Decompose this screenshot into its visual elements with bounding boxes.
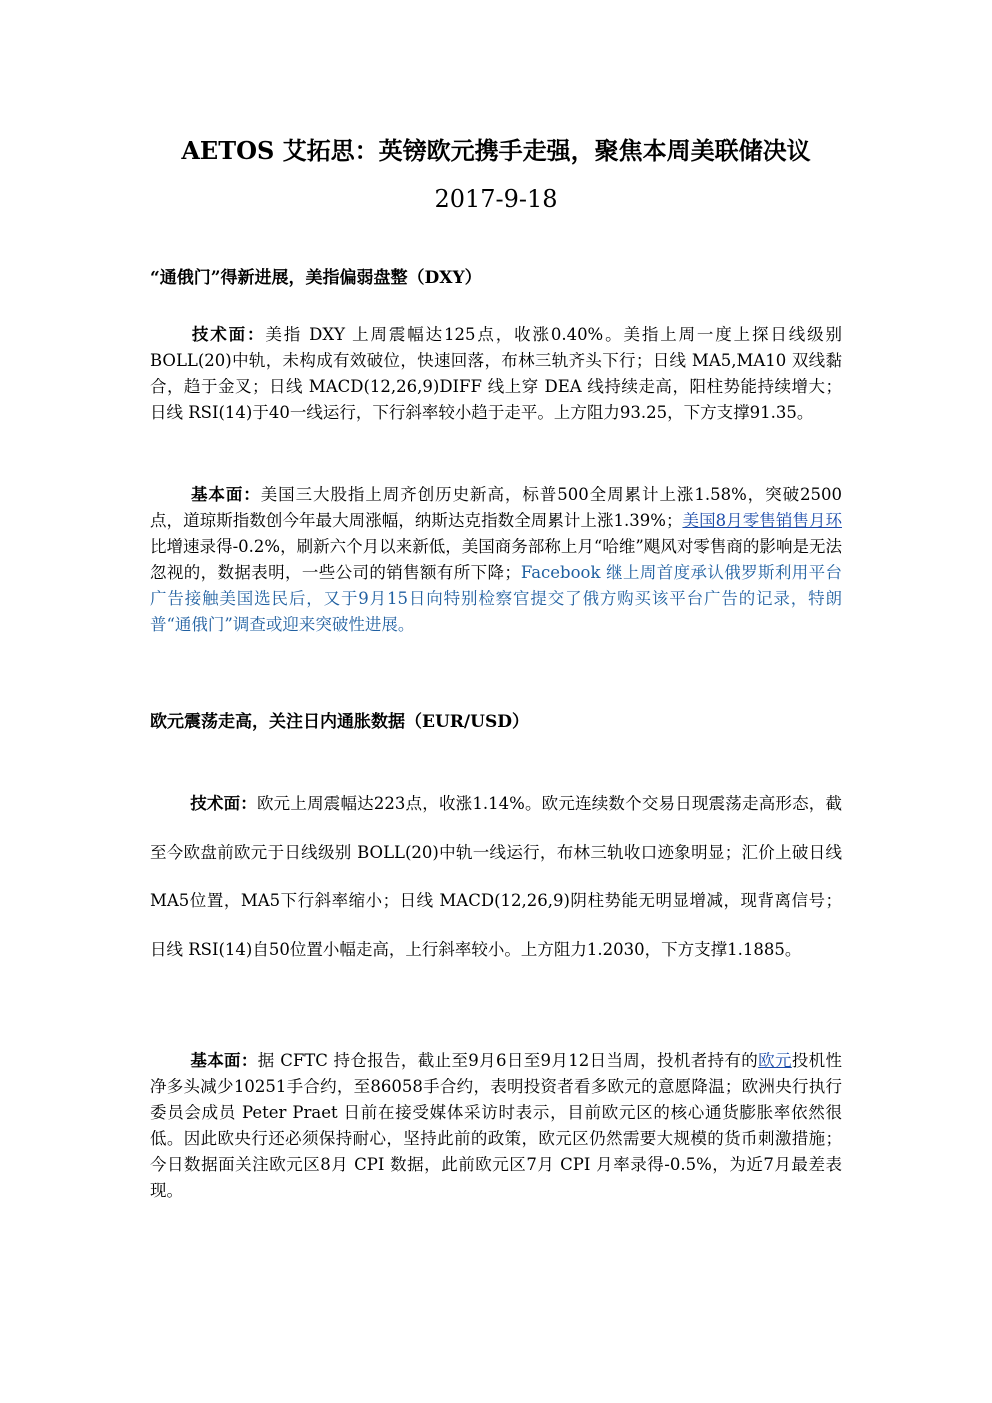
label-technical: 技术面：: [190, 794, 257, 813]
fundamental-text-after-link: 比增速录得-0.2%，刷新六个月以来新低，美国商务部称上月“哈维”飓风对零售商的影响是无法忽视的，数据表明，一些公司的销售额有所下降；: [150, 537, 842, 582]
fundamental-text-before-link: 美国三大股指上周齐创历史新高，标普500全周累计上涨1.58%，突破2500点，道琼斯指数创今年最大周涨幅，纳斯达克指数全周累计上涨1.39%；: [150, 485, 843, 530]
label-technical: 技术面：: [190, 325, 266, 344]
fundamental-text-after-link: 投机性净多头减少10251手合约，至86058手合约，表明投资者看多欧元的意愿降温；欧洲央行执行委员会成员 Peter Praet 日前在接受媒体采访时表示，目前欧元区的核心通货膨胀率依然很低。因此欧央行还必须保持耐心，坚持此前的政策，欧元区仍然需要大规模的货币刺激措施；今日数据面关注欧元区8月 CPI 数据，此前欧元区7月 CPI 月率录得-0.5%，为近7月最差表现。: [150, 1051, 843, 1200]
section-heading-eurusd: 欧元震荡走高，关注日内通胀数据（EUR/USD）: [150, 712, 529, 732]
technical-text: 美指 DXY 上周震幅达125点，收涨0.40%。美指上周一度上探日线级别 BOLL(20)中轨，未构成有效破位，快速回落，布林三轨齐头下行；日线 MA5,MA10 双线黏合，趋于金叉；日线 MACD(12,26,9)DIFF 线上穿 DEA 线持续走高，阳柱势能持续增大；日线 RSI(14)于40一线运行，下行斜率较小趋于走平。上方阻力93.25，下方支撑91.35。: [150, 325, 842, 422]
paragraph-technical-dxy: [150, 322, 842, 426]
paragraph-fundamental-dxy: [150, 482, 842, 638]
retail-sales-link[interactable]: 美国8月零售销售月环: [682, 511, 842, 530]
euro-link[interactable]: 欧元: [758, 1051, 792, 1070]
fundamental-text-before-link: 据 CFTC 持仓报告，截止至9月6日至9月12日当周，投机者持有的: [257, 1051, 759, 1070]
section-heading-dxy: “通俄门”得新进展，美指偏弱盘整（DXY）: [150, 268, 482, 288]
label-fundamental: 基本面：: [190, 485, 261, 504]
facebook-news-text: Facebook 继上周首度承认俄罗斯利用平台广告接触美国选民后，又于9月15日向特别检察官提交了俄方购买该平台广告的记录，特朗普“通俄门”调查或迎来突破性进展。: [150, 563, 842, 634]
technical-text: 欧元上周震幅达223点，收涨1.14%。欧元连续数个交易日现震荡走高形态，截至今欧盘前欧元于日线级别 BOLL(20)中轨一线运行，布林三轨收口迹象明显；汇价上破日线 MA5位置，MA5下行斜率缩小；日线 MACD(12,26,9)阴柱势能无明显增减，现背离信号；日线 RSI(14)自50位置小幅走高，上行斜率较小。上方阻力1.2030，下方支撑1.1885。: [150, 794, 842, 959]
label-fundamental: 基本面：: [190, 1051, 258, 1070]
document-title: AETOS 艾拓思：英镑欧元携手走强，聚焦本周美联储决议: [181, 136, 811, 165]
paragraph-technical-eurusd: [150, 780, 842, 974]
paragraph-fundamental-eurusd: [150, 1048, 842, 1204]
document-date: 2017-9-18: [434, 185, 558, 213]
